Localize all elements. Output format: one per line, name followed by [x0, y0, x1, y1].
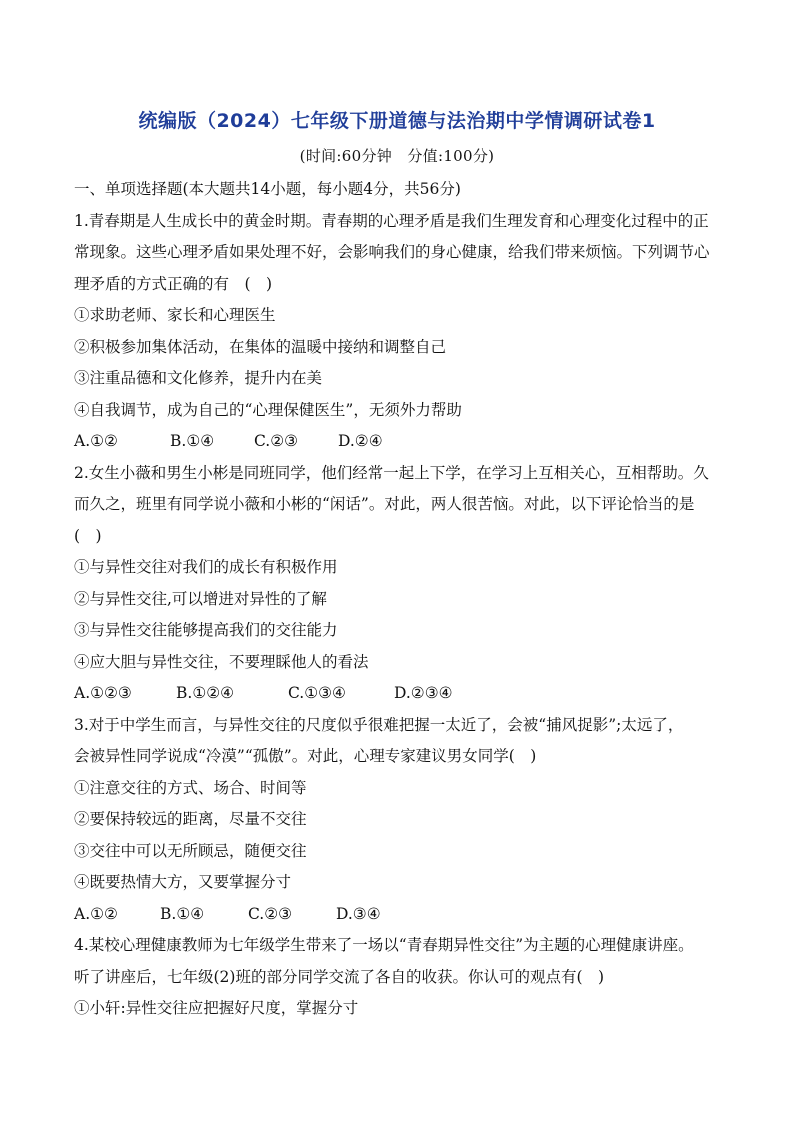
- question-stem-line: 而久之，班里有同学说小薇和小彬的“闲话”。对此，两人很苦恼。对此，以下评论恰当的是: [74, 495, 695, 513]
- answer-options: [74, 678, 734, 710]
- question-item: ①与异性交往对我们的成长有积极作用: [74, 558, 338, 576]
- question-item: ④自我调节，成为自己的“心理保健医生”，无须外力帮助: [74, 400, 462, 419]
- question-stem-line: 听了讲座后，七年级(2)班的部分同学交流了各自的收获。你认可的观点有( ): [74, 967, 605, 986]
- question-stem-line: 1.青春期是人生成长中的黄金时期。青春期的心理矛盾是我们生理发育和心理变化过程中的正: [74, 211, 709, 230]
- option-d: D.③④: [336, 904, 381, 923]
- question-2: [74, 458, 734, 710]
- question-item: ③交往中可以无所顾忌，随便交往: [74, 841, 307, 860]
- exam-content: [74, 174, 734, 1025]
- question-item: ③与异性交往能够提高我们的交往能力: [74, 621, 338, 639]
- answer-options: [74, 426, 734, 458]
- option-a: A.①②③: [74, 684, 132, 702]
- question-item: ②要保持较远的距离，尽量不交往: [74, 810, 307, 828]
- exam-title: 统编版（2024）七年级下册道德与法治期中学情调研试卷1: [138, 110, 656, 132]
- option-c: C.①③④: [288, 684, 346, 702]
- question-stem-line: 4.某校心理健康教师为七年级学生带来了一场以“青春期异性交往”为主题的心理健康讲座。: [74, 936, 694, 954]
- question-1: [74, 206, 734, 458]
- option-d: D.②④: [338, 432, 383, 450]
- exam-subtitle: (时间:60分钟 分值:100分): [299, 147, 495, 165]
- option-a: A.①②: [74, 432, 118, 450]
- option-b: B.①②④: [176, 684, 235, 702]
- option-d: D.②③④: [394, 684, 453, 702]
- question-stem-line: 3.对于中学生而言，与异性交往的尺度似乎很难把握一太近了，会被“捕风捉影”;太远了，: [74, 715, 684, 734]
- option-a: A.①②: [74, 904, 118, 923]
- question-item: ①注意交往的方式、场合、时间等: [74, 778, 307, 797]
- question-item: ④既要热情大方，又要掌握分寸: [74, 873, 292, 891]
- question-stem-line: ( ): [74, 526, 102, 545]
- question-stem-line: 常现象。这些心理矛盾如果处理不好，会影响我们的身心健康，给我们带来烦恼。下列调节心: [74, 243, 710, 261]
- option-b: B.①④: [160, 904, 205, 923]
- answer-options: [74, 899, 734, 931]
- section-heading: 一、单项选择题(本大题共14小题，每小题4分，共56分): [74, 180, 461, 198]
- question-item: ①小轩:异性交往应把握好尺度，掌握分寸: [74, 999, 359, 1017]
- question-item: ③注重品德和文化修养，提升内在美: [74, 369, 323, 387]
- option-c: C.②③: [254, 432, 299, 450]
- question-item: ④应大胆与异性交往，不要理睬他人的看法: [74, 652, 369, 671]
- question-4: [74, 930, 734, 1025]
- question-stem-line: 会被异性同学说成“冷漠”“孤傲”。对此，心理专家建议男女同学( ): [74, 747, 537, 765]
- question-item: ①求助老师、家长和心理医生: [74, 306, 276, 324]
- option-b: B.①④: [170, 432, 215, 450]
- question-item: ②积极参加集体活动，在集体的温暖中接纳和调整自己: [74, 337, 447, 356]
- option-c: C.②③: [248, 904, 293, 923]
- question-stem-line: 理矛盾的方式正确的有 ( ): [74, 274, 273, 293]
- question-stem-line: 2.女生小薇和男生小彬是同班同学，他们经常一起上下学，在学习上互相关心，互相帮助。久: [74, 463, 709, 482]
- question-item: ②与异性交往,可以增进对异性的了解: [74, 589, 327, 608]
- question-3: [74, 710, 734, 931]
